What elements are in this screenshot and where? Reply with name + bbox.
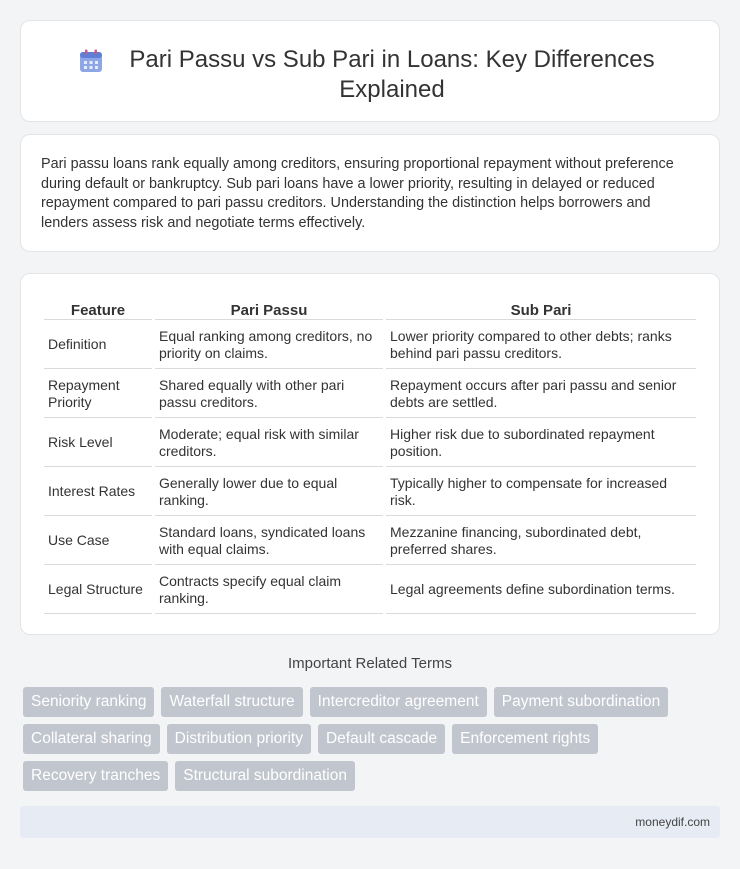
feature-cell: Risk Level bbox=[44, 420, 152, 467]
pari-passu-cell: Equal ranking among creditors, no priority on claims. bbox=[155, 322, 383, 369]
term-tag[interactable]: Recovery tranches bbox=[23, 761, 168, 791]
term-tag[interactable]: Waterfall structure bbox=[161, 687, 302, 717]
table-row bbox=[44, 322, 696, 369]
sub-pari-cell: Typically higher to compensate for increased risk. bbox=[386, 469, 696, 516]
footer bbox=[20, 806, 720, 838]
term-tag[interactable]: Default cascade bbox=[318, 724, 445, 754]
term-tag[interactable]: Structural subordination bbox=[175, 761, 355, 791]
comparison-card bbox=[20, 273, 720, 635]
feature-cell: Use Case bbox=[44, 518, 152, 565]
title-wrap bbox=[21, 21, 719, 105]
page-title: Pari Passu vs Sub Pari in Loans: Key Differences Explained bbox=[129, 46, 655, 103]
footer-site-link[interactable]: moneydif.com bbox=[635, 815, 710, 829]
term-tag[interactable]: Payment subordination bbox=[494, 687, 669, 717]
feature-cell: Legal Structure bbox=[44, 567, 152, 614]
sub-pari-cell: Higher risk due to subordinated repayment position. bbox=[386, 420, 696, 467]
feature-cell: Interest Rates bbox=[44, 469, 152, 516]
table-header-row bbox=[44, 296, 696, 320]
title-card bbox=[20, 20, 720, 122]
pari-passu-cell: Generally lower due to equal ranking. bbox=[155, 469, 383, 516]
term-tag[interactable]: Collateral sharing bbox=[23, 724, 160, 754]
header-feature: Feature bbox=[44, 296, 152, 320]
pari-passu-cell: Contracts specify equal claim ranking. bbox=[155, 567, 383, 614]
intro-card bbox=[20, 134, 720, 252]
related-terms-title: Important Related Terms bbox=[288, 655, 452, 672]
related-terms-list bbox=[23, 687, 723, 791]
table-row bbox=[44, 518, 696, 565]
table-row bbox=[44, 420, 696, 467]
comparison-table bbox=[41, 294, 699, 616]
sub-pari-cell: Legal agreements define subordination terms. bbox=[386, 567, 696, 614]
term-tag[interactable]: Distribution priority bbox=[167, 724, 311, 754]
feature-cell: Definition bbox=[44, 322, 152, 369]
intro-paragraph: Pari passu loans rank equally among creditors, ensuring proportional repayment without preference during default or bankruptcy. Sub pari loans have a lower priority, resulting in delayed or reduced repayment compared to pari passu creditors. Understanding the distinction helps borrowers and lenders assess risk and negotiate terms effectively. bbox=[41, 156, 674, 231]
sub-pari-cell: Mezzanine financing, subordinated debt, preferred shares. bbox=[386, 518, 696, 565]
table-row bbox=[44, 567, 696, 614]
sub-pari-cell: Repayment occurs after pari passu and senior debts are settled. bbox=[386, 371, 696, 418]
pari-passu-cell: Shared equally with other pari passu creditors. bbox=[155, 371, 383, 418]
pari-passu-cell: Moderate; equal risk with similar creditors. bbox=[155, 420, 383, 467]
pari-passu-cell: Standard loans, syndicated loans with equal claims. bbox=[155, 518, 383, 565]
table-row bbox=[44, 371, 696, 418]
calendar-icon bbox=[78, 48, 104, 74]
header-pari-passu: Pari Passu bbox=[155, 296, 383, 320]
header-sub-pari: Sub Pari bbox=[386, 296, 696, 320]
table-row bbox=[44, 469, 696, 516]
term-tag[interactable]: Enforcement rights bbox=[452, 724, 598, 754]
sub-pari-cell: Lower priority compared to other debts; ranks behind pari passu creditors. bbox=[386, 322, 696, 369]
term-tag[interactable]: Intercreditor agreement bbox=[310, 687, 487, 717]
feature-cell: Repayment Priority bbox=[44, 371, 152, 418]
term-tag[interactable]: Seniority ranking bbox=[23, 687, 154, 717]
